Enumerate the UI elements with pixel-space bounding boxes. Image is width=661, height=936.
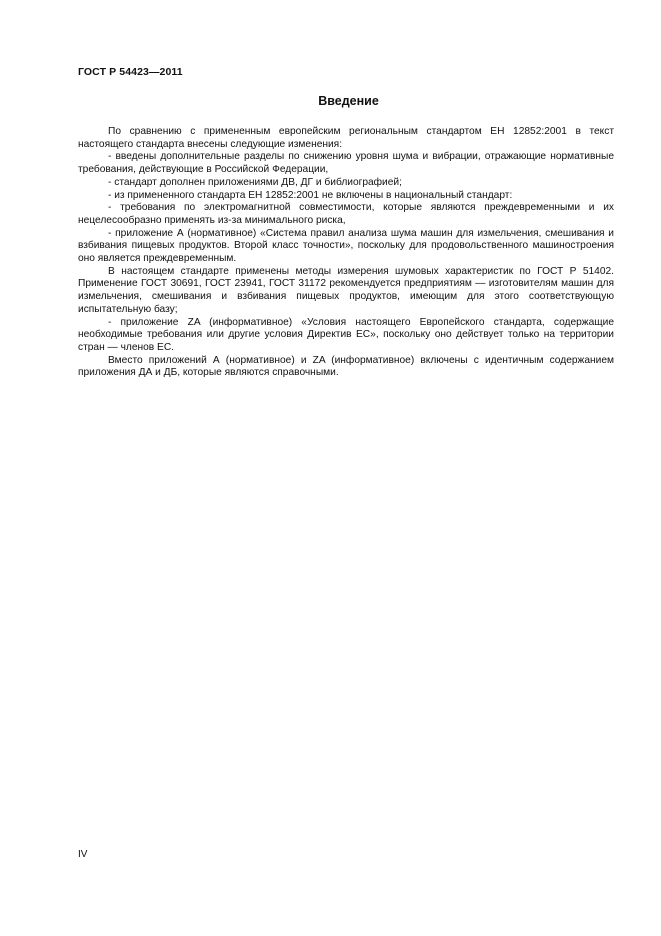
paragraph-item-appendices: - стандарт дополнен приложениями ДВ, ДГ и библиографией; [108,176,402,188]
section-title-wrapper [0,94,661,108]
paragraph-item-excluded: - из примененного стандарта ЕН 12852:2001 не включены в национальный стандарт: [108,189,513,201]
paragraph-intro: По сравнению с примененным европейским региональным стандартом ЕН 12852:2001 в текст настоящего стандарта внесены следующие изменения: [78,126,614,150]
paragraph-replacement: Вместо приложений А (нормативное) и ZA (информативное) включены с идентичным содержанием приложения ДА и ДБ, которые являются справочными. [78,354,614,379]
document-code-header: ГОСТ Р 54423—2011 [78,66,183,78]
paragraph-item-appendix-za: - приложение ZA (информативное) «Условия настоящего Европейского стандарта, содержащие необходимые требования или другие условия Директив ЕС», поскольку оно действует только на территории стран — членов ЕС. [78,316,614,353]
paragraph-measurement-methods: В настоящем стандарте применены методы измерения шумовых характеристик по ГОСТ Р 51402. Применение ГОСТ 30691, ГОСТ 23941, ГОСТ 31172 рекомендуется предприятиям — изготовителям машин для измельчения, смешивания и взбивания пищевых продуктов, имеющим для этого соответствующую испытательную базу; [78,265,614,315]
paragraph-item-appendix-a: - приложение А (нормативное) «Система правил анализа шума машин для измельчения, смешивания и взбивания пищевых продуктов. Второй класс точности», поскольку для продовольственного машиностроения оно является преждевременным. [78,227,614,265]
page-number: IV [78,849,88,860]
introduction-body [78,126,614,380]
paragraph-item-noise-sections: - введены дополнительные разделы по снижению уровня шума и вибрации, отражающие нормативные требования, действующие в Российской Федерации, [78,151,614,176]
section-title: Введение [318,94,379,108]
paragraph-item-emc: - требования по электромагнитной совместимости, которые являются преждевременными и их нецелесообразно применять из-за минимального риска, [78,202,614,226]
